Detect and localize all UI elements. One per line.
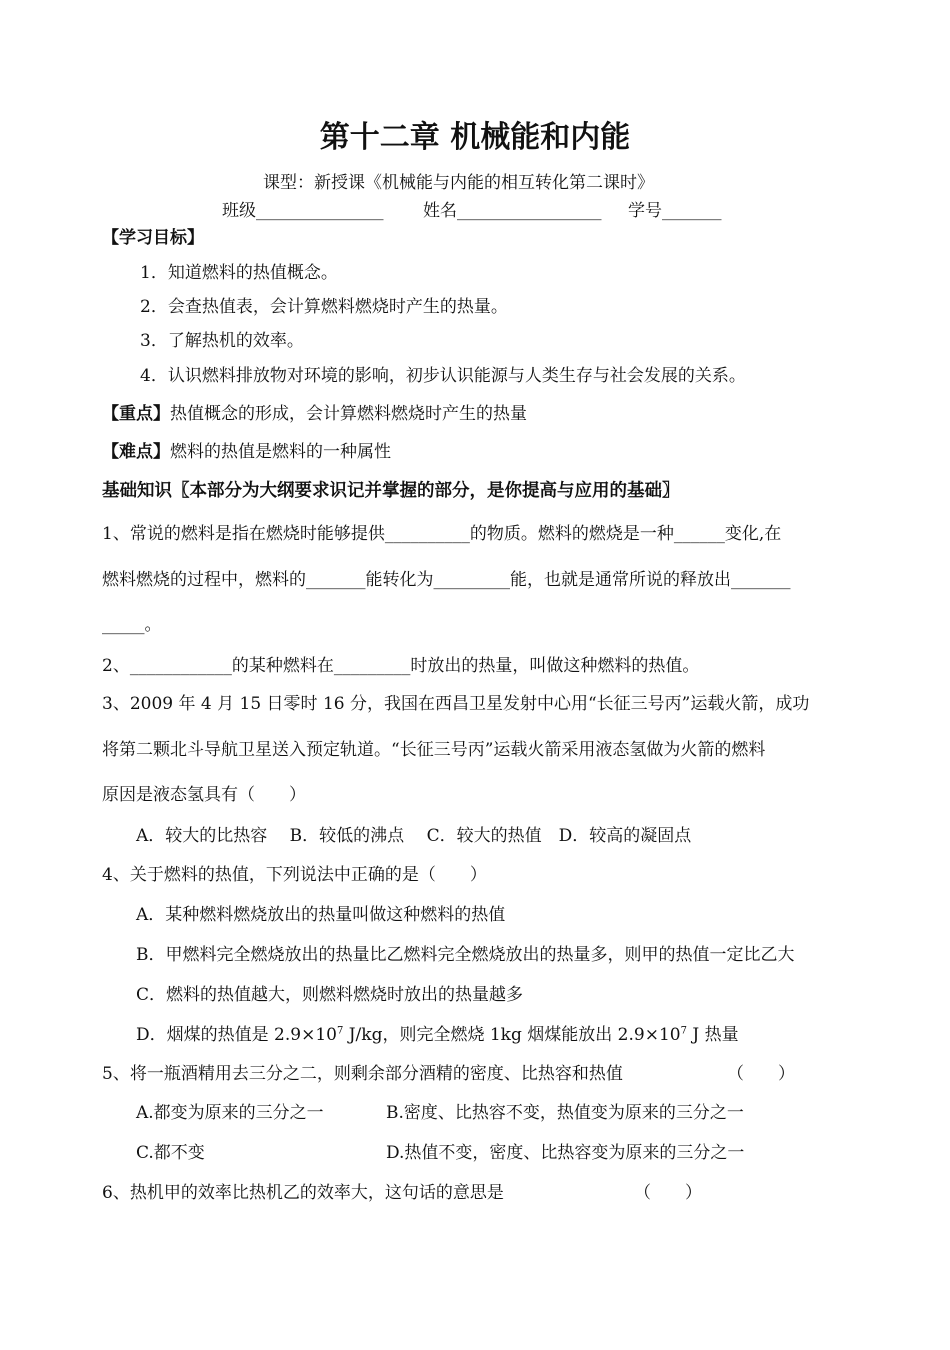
question-4-option-c: C．燃料的热值越大，则燃料燃烧时放出的热量越多 [136,985,524,1005]
question-5-option-a: A.都变为原来的三分之一 [136,1103,324,1123]
question-3-line: 3、2009 年 4 月 15 日零时 16 分，我国在西昌卫星发射中心用“长征三号丙”运载火箭，成功 [102,694,810,714]
key-point [102,403,527,425]
question-1-line: 燃料燃烧的过程中，燃料的_______能转化为_________能，也就是通常所说的释放出_______ [102,570,791,590]
objectives-heading: 【学习目标】 [102,228,204,248]
question-1-line: 1、常说的燃料是指在燃烧时能够提供__________的物质。燃料的燃烧是一种______变化,在 [102,524,782,544]
question-3-line: 将第二颗北斗导航卫星送入预定轨道。“长征三号丙”运载火箭采用液态氢做为火箭的燃料 [102,740,766,760]
option-d-text: J/kg，则完全燃烧 1kg 烟煤能放出 2.9×10 [343,1025,681,1045]
question-1-line: _____。 [102,615,162,635]
key-point-label: 【重点】 [102,404,170,424]
exponent: 7 [336,1025,344,1037]
page-title: 第十二章 机械能和内能 [319,120,631,155]
question-4-option-a: A．某种燃料燃烧放出的热量叫做这种燃料的热值 [136,905,506,925]
question-6-answer-paren: （ ） [634,1183,702,1203]
key-point-text: 热值概念的形成，会计算燃料燃烧时产生的热量 [170,404,527,424]
question-3-line: 原因是液态氢具有（ ） [102,785,306,805]
question-5-option-b: B.密度、比热容不变，热值变为原来的三分之一 [386,1103,744,1123]
question-6-stem: 6、热机甲的效率比热机乙的效率大，这句话的意思是 [102,1183,504,1203]
question-5-stem: 5、将一瓶酒精用去三分之二，则剩余部分酒精的密度、比热容和热值 [102,1064,623,1084]
objective-item: 3．了解热机的效率。 [140,331,304,351]
question-4-option-d [136,1024,739,1046]
question-2: 2、____________的某种燃料在_________时放出的热量，叫做这种燃料的热值。 [102,656,700,676]
option-d-text: D．烟煤的热值是 2.9×10 [136,1025,337,1045]
objective-item: 1．知道燃料的热值概念。 [140,263,338,283]
class-field: 班级_______________ [222,201,384,221]
objective-item: 2．会查热值表，会计算燃料燃烧时产生的热量。 [140,297,508,317]
lesson-type: 课型：新授课《机械能与内能的相互转化第二课时》 [263,173,654,193]
difficulty [102,441,391,463]
difficulty-label: 【难点】 [102,442,170,462]
question-4-stem: 4、关于燃料的热值，下列说法中正确的是（ ） [102,865,487,885]
objective-item: 4．认识燃料排放物对环境的影响，初步认识能源与人类生存与社会发展的关系。 [140,366,746,386]
student-id-field: 学号_______ [628,201,722,221]
question-4-option-b: B．甲燃料完全燃烧放出的热量比乙燃料完全燃烧放出的热量多，则甲的热值一定比乙大 [136,945,795,965]
basics-heading: 基础知识〖本部分为大纲要求识记并掌握的部分，是你提高与应用的基础〗 [102,481,680,501]
question-5-option-d: D.热值不变，密度、比热容变为原来的三分之一 [386,1143,745,1163]
difficulty-text: 燃料的热值是燃料的一种属性 [170,442,391,462]
question-5-option-c: C.都不变 [136,1143,205,1163]
name-field: 姓名_________________ [423,201,602,221]
exponent: 7 [680,1025,687,1037]
option-d-text: J 热量 [686,1025,739,1045]
question-5-answer-paren: （ ） [727,1064,795,1084]
question-3-options: A．较大的比热容 B．较低的沸点 C．较大的热值 D．较高的凝固点 [136,826,692,846]
